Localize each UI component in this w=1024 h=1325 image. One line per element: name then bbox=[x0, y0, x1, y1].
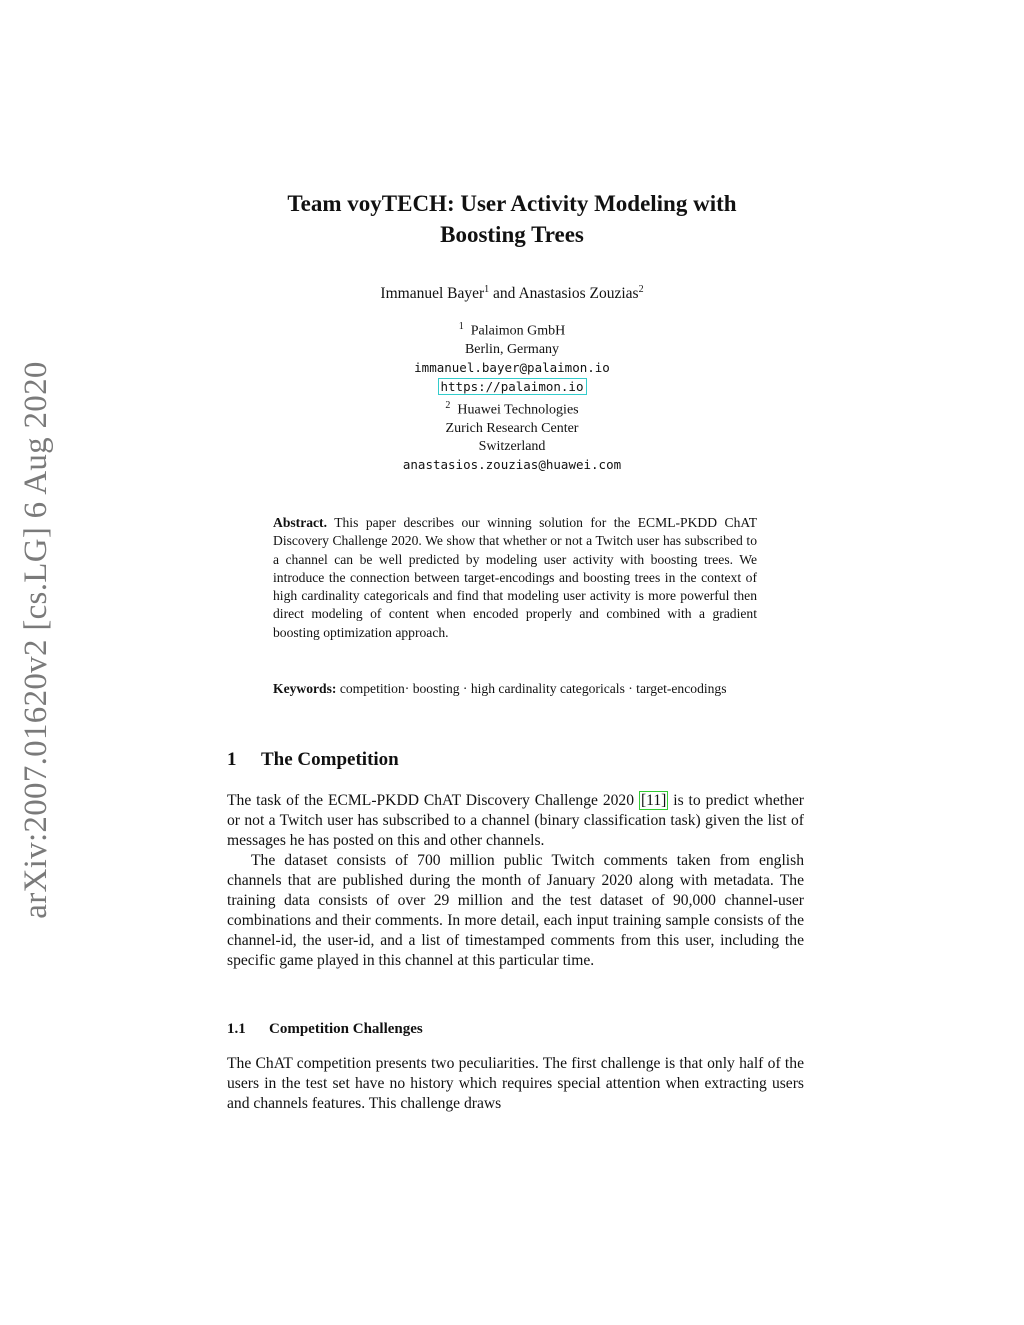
paragraph: The dataset consists of 700 million public Twitch comments taken from english channels that are published during the month of January 2020 along with metadata. The training data consists of over 29 million and the test dataset of 90,000 channel-user combinations and their comments. In more detail, each input training sample consists of the channel-id, the user-id, and a list of timestamped comments from this user, including the specific game played in this channel at this particular time. bbox=[227, 852, 804, 970]
title-line-2: Boosting Trees bbox=[440, 222, 584, 247]
section-heading bbox=[227, 749, 399, 771]
paragraph: The ChAT competition presents two peculiarities. The first challenge is that only half of the users in the test set have no history which requires special attention when extracting users and channels features. This challenge draws bbox=[227, 1055, 804, 1113]
keywords-text: competition· boosting · high cardinality categoricals · target-encodings bbox=[339, 681, 727, 696]
affiliation-city: Berlin, Germany bbox=[464, 341, 560, 357]
author-conjunction: and bbox=[493, 285, 516, 303]
affiliation-org: Huawei Technologies bbox=[457, 402, 579, 418]
affiliation-email: anastasios.zouzias@huawei.com bbox=[402, 457, 622, 473]
section-title: The Competition bbox=[261, 749, 399, 770]
author-name: Immanuel Bayer bbox=[380, 285, 485, 303]
subsection-number: 1.1 bbox=[227, 1021, 246, 1037]
author-affiliation-mark: 1 bbox=[484, 284, 490, 295]
paragraph-text: The task of the ECML-PKDD ChAT Discovery Challenge 2020 bbox=[227, 792, 635, 809]
affiliation-org: Palaimon GmbH bbox=[470, 323, 566, 339]
paragraph-text: is to predict whether or not a Twitch user has subscribed to a channel (binary classification task) given the list of messages he has posted on this and other channels. bbox=[227, 792, 804, 850]
section-number: 1 bbox=[227, 749, 237, 770]
abstract-label: Abstract. bbox=[273, 515, 327, 530]
affiliation-mark: 1 bbox=[458, 321, 464, 332]
paper-title bbox=[0, 188, 1024, 250]
keywords-label: Keywords: bbox=[273, 681, 337, 696]
citation-link[interactable]: [11] bbox=[640, 792, 667, 809]
affiliation-country: Switzerland bbox=[478, 439, 546, 455]
author-name: Anastasios Zouzias bbox=[518, 285, 639, 303]
affiliation-mark: 2 bbox=[445, 399, 451, 411]
abstract-text: This paper describes our winning solution for the ECML-PKDD ChAT Discovery Challenge 2020. We show that whether or not a Twitch user has subscribed to a channel can be well predicted by modeling user activity with boosting trees. We introduce the connection between target-encodings and boosting trees in the context of high cardinality categoricals and find that modeling user activity is more powerful then direct modeling of content when encoded properly and combined with a gradient boosting optimization approach. bbox=[273, 515, 757, 640]
affiliation-dept: Zurich Research Center bbox=[445, 420, 579, 436]
paragraph bbox=[227, 791, 804, 851]
keywords bbox=[273, 680, 763, 698]
subsection-heading bbox=[227, 1021, 423, 1038]
author-list bbox=[0, 284, 1024, 303]
abstract bbox=[273, 514, 757, 642]
author-affiliation-mark: 2 bbox=[638, 284, 644, 295]
title-line-1: Team voyTECH: User Activity Modeling with bbox=[287, 191, 737, 216]
arxiv-identifier: arXiv:2007.01620v2 [cs.LG] 6 Aug 2020 bbox=[18, 361, 54, 919]
affiliation-email: immanuel.bayer@palaimon.io bbox=[414, 360, 610, 376]
affiliation-url-link[interactable]: https://palaimon.io bbox=[438, 378, 587, 395]
subsection-title: Competition Challenges bbox=[269, 1021, 423, 1037]
affiliations bbox=[0, 318, 1024, 475]
